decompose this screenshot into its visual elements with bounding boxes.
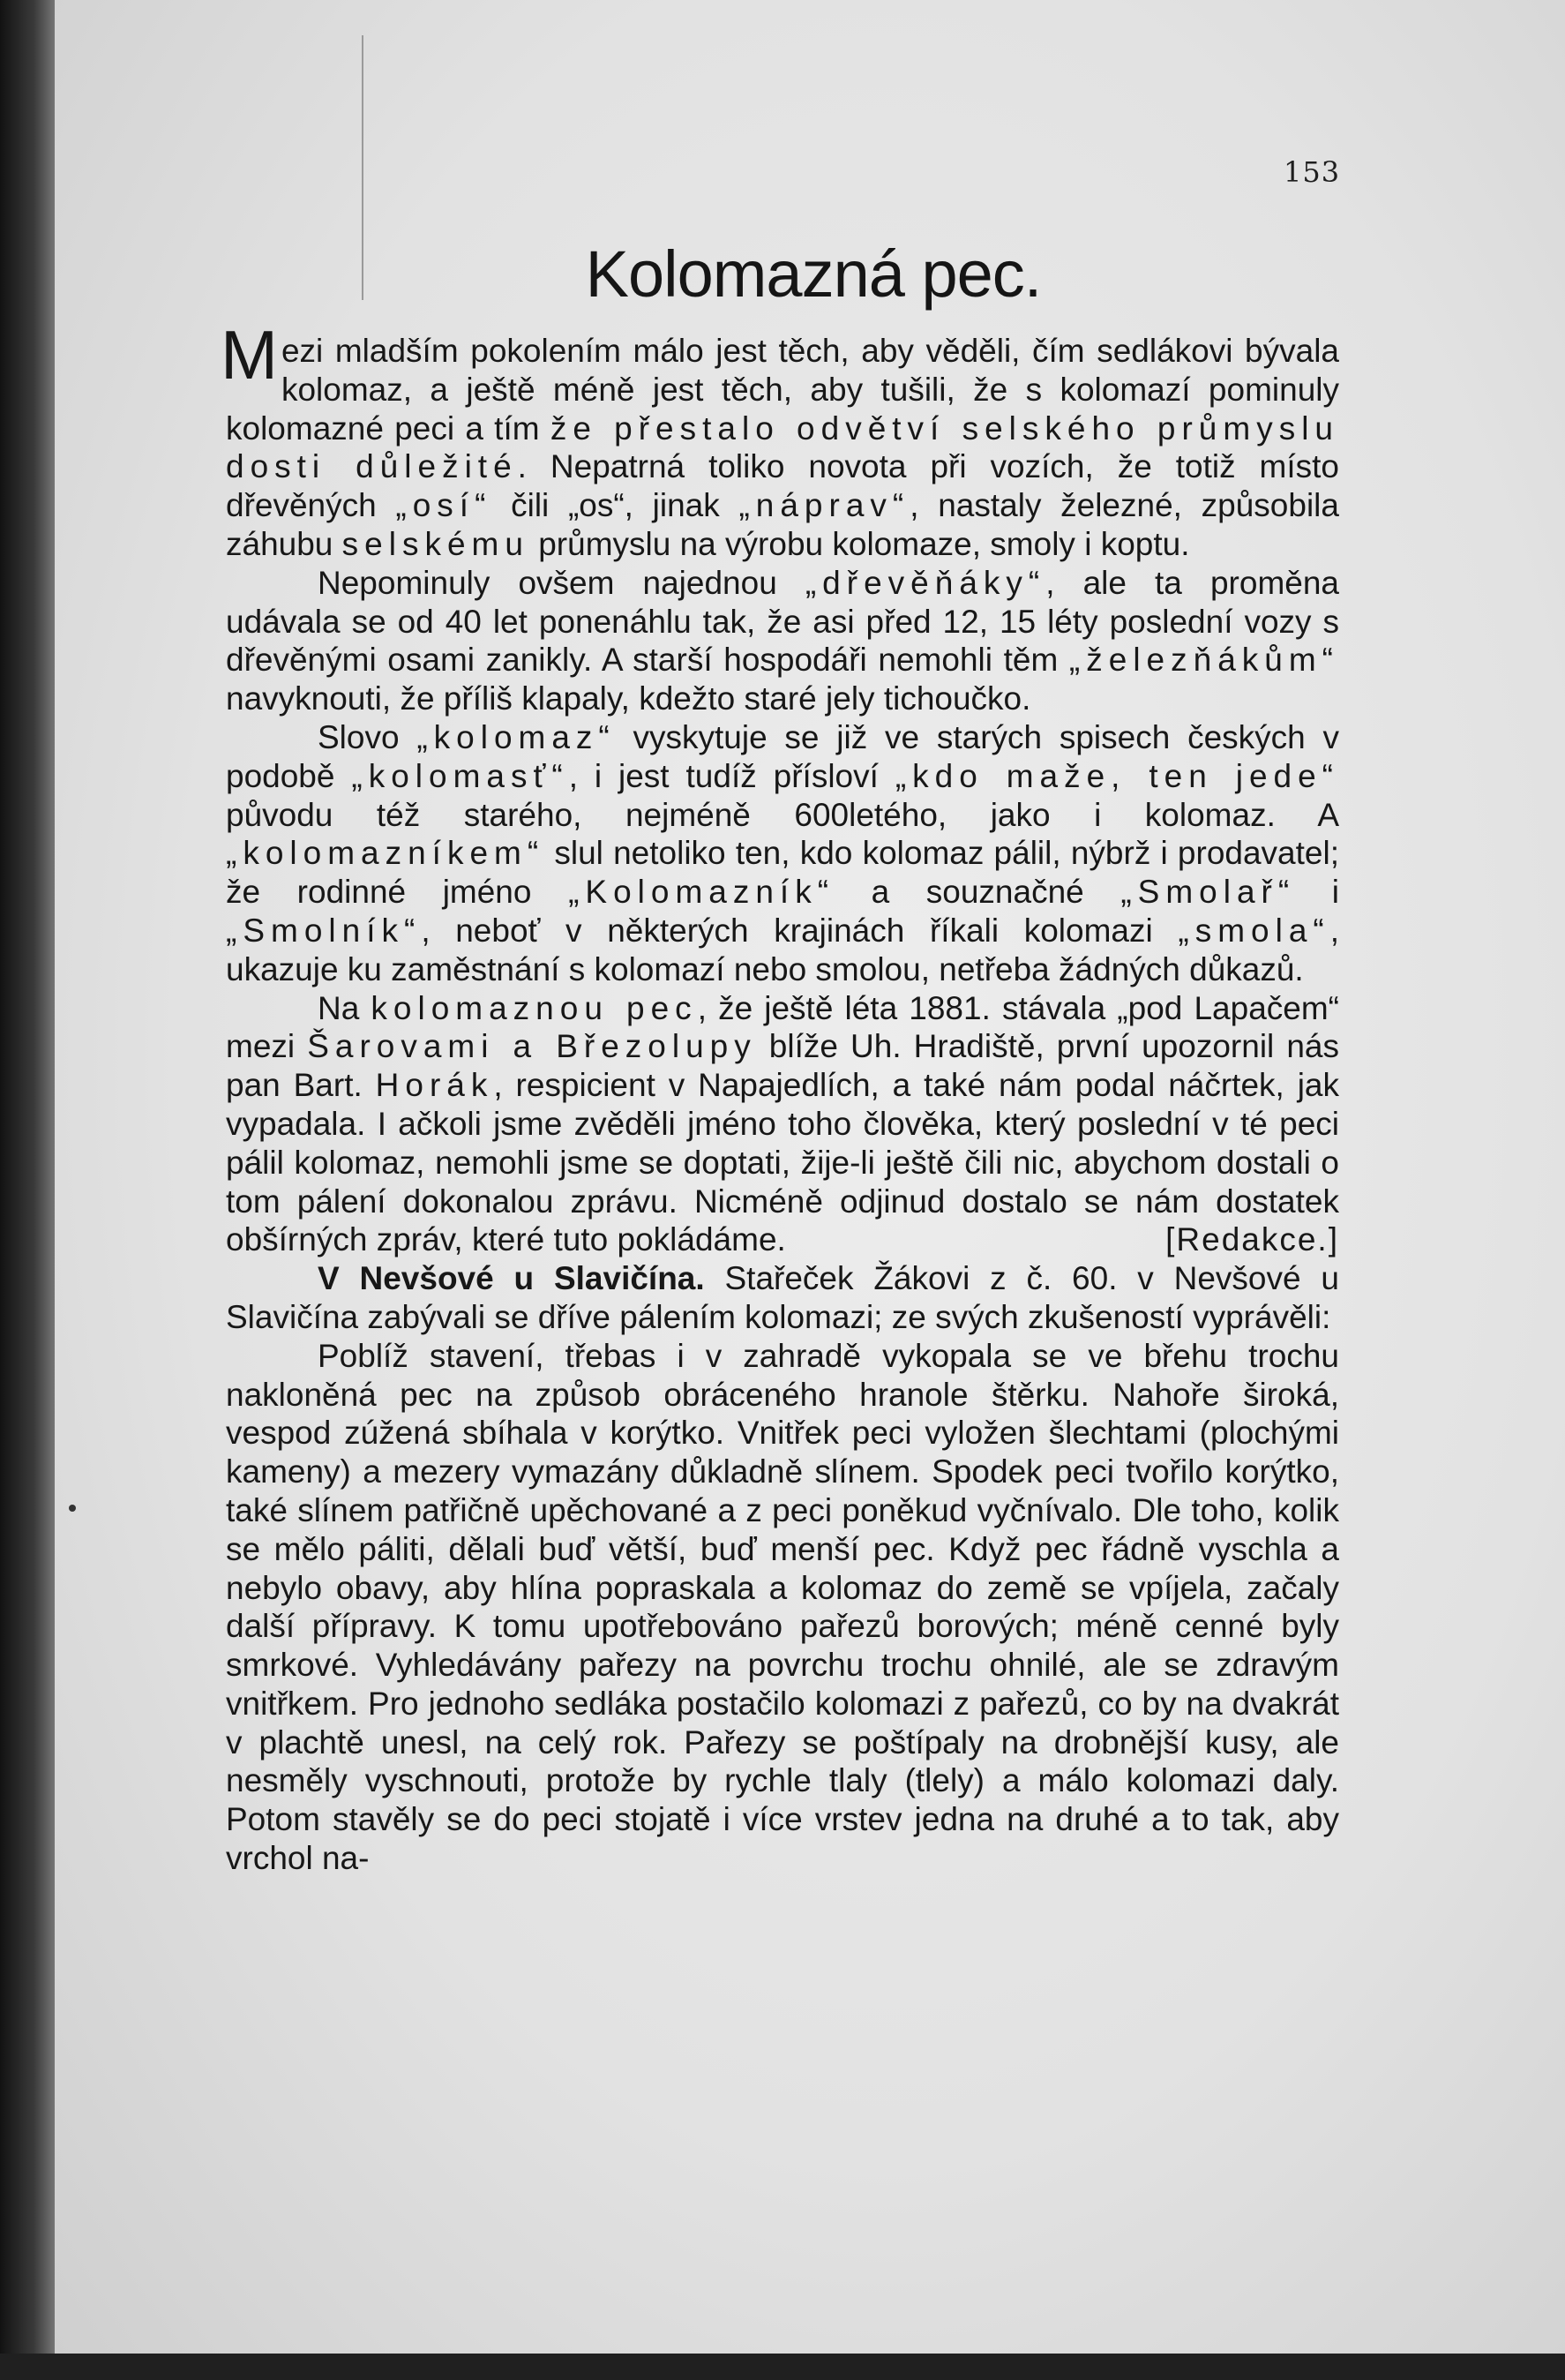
text-run: blíže Uh. Hradiště, první upozornil nás pan Bart. bbox=[226, 1028, 1340, 1104]
section-heading: V Nevšové u Slavičína. bbox=[318, 1260, 705, 1297]
text-run: původu též starého, nejméně 600letého, jako i kolomaz. A bbox=[226, 796, 1339, 833]
scan-edge-bottom bbox=[0, 2354, 1565, 2380]
text-run: , že ještě léta 1881. stávala „pod Lapačem“ mezi bbox=[226, 989, 1339, 1065]
spaced-text: „kdo maže, ten jede“ bbox=[895, 757, 1339, 794]
spaced-text: „kolomasť“ bbox=[351, 757, 569, 794]
paragraph-4 bbox=[226, 989, 1339, 1260]
spaced-text: Horák bbox=[375, 1067, 494, 1104]
text-run: Stařeček Žákovi z č. 60. v Nevšové u Slavičína zabývali se dříve pálením kolomazi; ze svých zkušeností vyprávěli: bbox=[226, 1260, 1339, 1335]
text-run: čili „os“, jinak bbox=[491, 487, 739, 524]
paragraph-5 bbox=[226, 1259, 1339, 1337]
spaced-text: „smola“ bbox=[1178, 912, 1330, 949]
paragraph-6 bbox=[226, 1337, 1339, 1878]
spaced-text: „Kolomazník“ bbox=[568, 874, 835, 911]
text-run: , respicient v Napajedlích, a také nám podal náčrtek, jak vypadala. I ačkoli jsme zvěděli jméno toho člověka, který poslední v té peci pálil kolomaz, nemohli jsme se doptati, žije-li ještě čili nic, abychom dostali o tom pálení dokonalou zprávu. Nicméně odjinud dostalo se nám dostatek obšírných zpráv, které tuto pokládáme. bbox=[226, 1067, 1339, 1258]
text-run: vyskytuje se již ve starých spisech českých v podobě bbox=[226, 718, 1339, 794]
spaced-text: kolomaznou pec bbox=[371, 989, 698, 1026]
spaced-text: „Smolník“ bbox=[226, 912, 422, 949]
text-run: , ukazuje ku zaměstnání s kolomazí nebo smolou, netřeba žádných důkazů. bbox=[226, 912, 1339, 987]
text-run: , neboť v některých krajinách říkali kolomazi bbox=[421, 912, 1179, 949]
editorial-credit: [Redakce.] bbox=[1165, 1221, 1339, 1258]
page-number: 153 bbox=[1284, 155, 1341, 189]
article-title: Kolomazná pec. bbox=[585, 237, 1042, 311]
article-body bbox=[221, 316, 1340, 1878]
text-run: Slovo bbox=[318, 718, 417, 755]
text-run: , nastaly železné, způsobila záhubu bbox=[226, 487, 1339, 562]
drop-cap: M bbox=[221, 316, 278, 394]
text-run: i bbox=[1295, 874, 1339, 911]
scan-edge-left bbox=[0, 0, 62, 2380]
paragraph-2 bbox=[226, 564, 1339, 718]
text-run: průmyslu na výrobu kolomaze, smoly i koptu. bbox=[528, 525, 1190, 562]
text-run: a souznačné bbox=[835, 874, 1121, 911]
spaced-text: „dřevěňáky“ bbox=[805, 564, 1046, 601]
text-run: ezi mladším pokolením málo jest těch, aby věděli, čím sedlákovi bývala kolomaz, a ještě méně jest těch, aby tušili, že s kolomazí pominuly kolomazné peci a tím bbox=[226, 333, 1339, 447]
text-run: slul netoliko ten, kdo kolomaz pálil, nýbrž i prodavatel; že rodinné jméno bbox=[226, 835, 1339, 911]
spaced-text: „náprav“ bbox=[738, 487, 910, 524]
spaced-text: „železňákům“ bbox=[1068, 642, 1339, 679]
text-run: Poblíž stavení, třebas i v zahradě vykopala se ve břehu trochu nakloněná pec na způsob obráceného hranole štěrku. Nahoře široká, vespod zúžená sbíhala v korýtko. Vnitřek peci vyložen šlechtami (plochými kameny) a mezery vymazány důkladně slínem. Spodek peci tvořilo korýtko, také slínem patřičně upěchované a z peci poněkud vyčnívalo. Dle toho, kolik se mělo páliti, dělali buď větší, buď menší pec. Když pec řádně vyschla a nebylo obavy, aby hlína popraskala a kolomaz do země se vpíjela, začaly další přípravy. K tomu upotřebováno pařezů borových; méně cenné byly smrkové. Vyhledávány pařezy na povrchu trochu ohnilé, ale se zdravým vnitřkem. Pro jednoho sedláka postačilo kolomazi z pařezů, co by na dvakrát v plachtě unesl, na celý rok. Pařezy se poštípaly na drobnější kusy, ale nesměly vyschnouti, protože by rychle tlaly (tlely) a málo kolomazi daly. Potom stavěly se do peci stojatě i více vrstev jedna na druhé a to tak, aby vrchol na- bbox=[226, 1337, 1339, 1877]
text-run: . Nepatrná toliko novota při vozích, že totiž místo dřevěných bbox=[226, 448, 1340, 524]
paragraph-1 bbox=[221, 316, 1340, 564]
spaced-text: selskému bbox=[341, 525, 529, 562]
text-run: Nepominuly ovšem najednou bbox=[318, 564, 805, 601]
text-run: , ale ta proměna udávala se od 40 let ponenáhlu tak, že asi před 12, 15 léty poslední vozy s dřevěnými osami zanikly. A starší hospodáři nemohli těm bbox=[226, 564, 1340, 679]
paragraph-3 bbox=[226, 718, 1339, 989]
spaced-text: že přestalo odvětví selského průmyslu dosti důležité bbox=[226, 409, 1339, 485]
spaced-text: „kolomaz“ bbox=[416, 718, 616, 755]
text-run: Na bbox=[318, 989, 371, 1026]
scan-speck bbox=[69, 1505, 76, 1512]
spaced-text: „Smolař“ bbox=[1120, 874, 1296, 911]
spaced-text: „kolomazníkem“ bbox=[226, 835, 545, 872]
spaced-text: „osí“ bbox=[395, 487, 492, 524]
spaced-text: Šarovami a Březolupy bbox=[307, 1028, 757, 1065]
text-run: navyknouti, že příliš klapaly, kdežto staré jely tichoučko. bbox=[226, 680, 1031, 717]
text-run: , i jest tudíž přísloví bbox=[568, 757, 895, 794]
